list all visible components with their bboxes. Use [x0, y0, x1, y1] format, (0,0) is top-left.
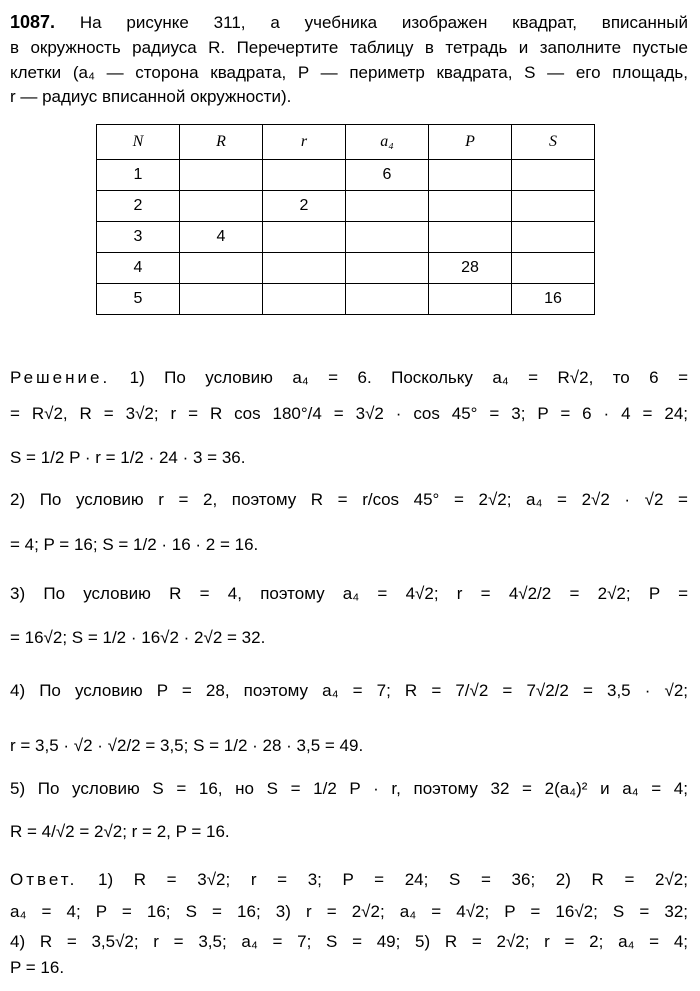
table-row — [97, 160, 595, 191]
table-cell — [429, 284, 512, 315]
table-header-cell: r — [263, 125, 346, 160]
table-header-cell: a₄ — [346, 125, 429, 160]
table-cell — [180, 284, 263, 315]
answer-line-3: 4) R = 3,5√2; r = 3,5; a₄ = 7; S = 49; 5) R = 2√2; r = 2; a₄ = 4; — [10, 932, 688, 951]
table-cell — [346, 284, 429, 315]
table-cell: 2 — [263, 191, 346, 222]
table-cell: 28 — [429, 253, 512, 284]
table-cell: 4 — [180, 222, 263, 253]
table-header-cell: N — [97, 125, 180, 160]
solution-line-2a: 2) По условию r = 2, поэтому R = r/cos 45° = 2√2; a₄ = 2√2 · √2 = — [10, 490, 688, 509]
table-cell — [180, 253, 263, 284]
table-cell — [263, 160, 346, 191]
table-cell — [512, 222, 595, 253]
table-cell: 2 — [97, 191, 180, 222]
problem-line-4: r — радиус вписанной окружности). — [10, 87, 292, 106]
table-row — [97, 191, 595, 222]
table-cell: 4 — [97, 253, 180, 284]
table-cell: 16 — [512, 284, 595, 315]
table-row — [97, 222, 595, 253]
answer-text-1: 1) R = 3√2; r = 3; P = 24; S = 36; 2) R = 2√2; — [98, 870, 688, 889]
table-cell — [263, 253, 346, 284]
problem-line-1 — [10, 12, 688, 33]
table-cell: 3 — [97, 222, 180, 253]
table-cell — [346, 191, 429, 222]
table-cell — [512, 191, 595, 222]
problem-number: 1087. — [10, 12, 56, 32]
table-cell: 6 — [346, 160, 429, 191]
table-cell: 1 — [97, 160, 180, 191]
table-cell — [429, 222, 512, 253]
solution-line-4a: 4) По условию P = 28, поэтому a₄ = 7; R = 7/√2 = 7√2/2 = 3,5 · √2; — [10, 681, 688, 700]
problem-line-2: в окружность радиуса R. Перечертите таблицу в тетрадь и заполните пустые — [10, 38, 688, 57]
table-header-cell: P — [429, 125, 512, 160]
answer-line-2: a₄ = 4; P = 16; S = 16; 3) r = 2√2; a₄ = 4√2; P = 16√2; S = 32; — [10, 902, 688, 921]
table-cell — [263, 222, 346, 253]
table-header-cell: R — [180, 125, 263, 160]
table-cell — [429, 191, 512, 222]
values-table — [96, 124, 595, 315]
solution-line-5a: 5) По условию S = 16, но S = 1/2 P · r, поэтому 32 = 2(a₄)² и a₄ = 4; — [10, 779, 688, 798]
table-cell — [512, 253, 595, 284]
table-header-cell: S — [512, 125, 595, 160]
table-row — [97, 253, 595, 284]
solution-line-5b: R = 4/√2 = 2√2; r = 2, P = 16. — [10, 822, 230, 841]
problem-text-1: На рисунке 311, а учебника изображен квадрат, вписанный — [79, 13, 688, 32]
table-cell — [263, 284, 346, 315]
answer-line-1 — [10, 870, 688, 890]
table-cell — [429, 160, 512, 191]
solution-line-1a — [10, 368, 688, 388]
solution-text-1a: 1) По условию a₄ = 6. Поскольку a₄ = R√2, то 6 = — [129, 368, 688, 387]
answer-label: Ответ. — [10, 870, 78, 889]
answer-line-4: P = 16. — [10, 958, 65, 977]
solution-line-4b: r = 3,5 · √2 · √2/2 = 3,5; S = 1/2 · 28 · 3,5 = 49. — [10, 736, 364, 755]
solution-line-1c: S = 1/2 P · r = 1/2 · 24 · 3 = 36. — [10, 448, 246, 467]
table-cell: 5 — [97, 284, 180, 315]
solution-line-3b: = 16√2; S = 1/2 · 16√2 · 2√2 = 32. — [10, 628, 266, 647]
table-cell — [346, 222, 429, 253]
table-header-row — [97, 125, 595, 160]
solution-line-3a: 3) По условию R = 4, поэтому a₄ = 4√2; r = 4√2/2 = 2√2; P = — [10, 584, 688, 603]
solution-line-1b: = R√2, R = 3√2; r = R cos 180°/4 = 3√2 · cos 45° = 3; P = 6 · 4 = 24; — [10, 404, 688, 423]
table-cell — [512, 160, 595, 191]
problem-line-3: клетки (a₄ — сторона квадрата, P — периметр квадрата, S — его площадь, — [10, 63, 688, 82]
solution-label: Решение. — [10, 368, 111, 387]
solution-line-2b: = 4; P = 16; S = 1/2 · 16 · 2 = 16. — [10, 535, 259, 554]
table-cell — [346, 253, 429, 284]
table-row — [97, 284, 595, 315]
table-cell — [180, 160, 263, 191]
table-cell — [180, 191, 263, 222]
